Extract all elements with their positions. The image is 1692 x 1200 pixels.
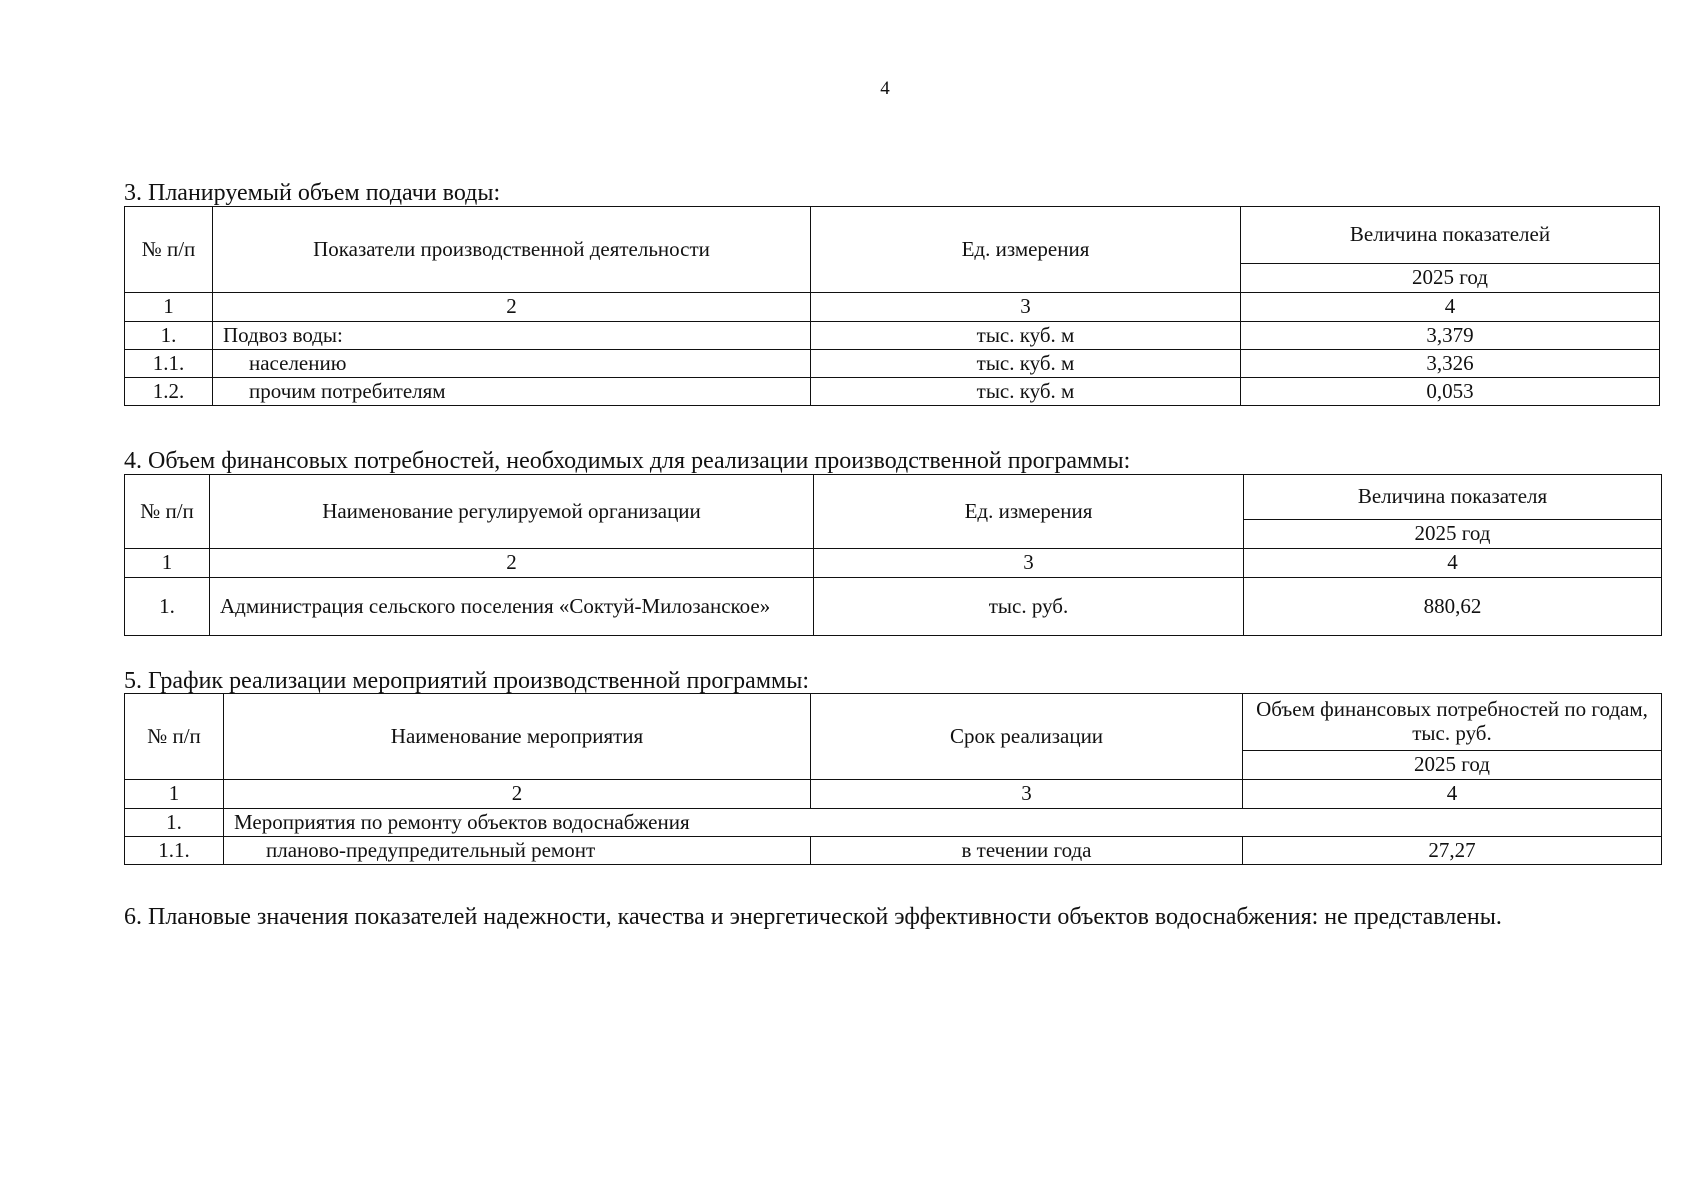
row-name: Администрация сельского поселения «Соктуй-Милозанское» [210, 578, 814, 636]
col-number: 1 [125, 549, 210, 578]
table-row [125, 837, 1662, 865]
header-event: Наименование мероприятия [224, 694, 811, 780]
table-row [125, 578, 1662, 636]
header-num: № п/п [125, 207, 213, 293]
col-number: 3 [811, 780, 1243, 809]
header-term: Срок реализации [811, 694, 1243, 780]
row-num: 1. [125, 809, 224, 837]
header-unit: Ед. измерения [814, 475, 1244, 549]
header-value: Объем финансовых потребностей по годам, тыс. руб. [1243, 694, 1662, 751]
row-name: Мероприятия по ремонту объектов водоснабжения [224, 809, 1662, 837]
row-name: прочим потребителям [213, 378, 811, 406]
table-row [125, 322, 1660, 350]
row-value: 3,379 [1241, 322, 1660, 350]
row-unit: тыс. куб. м [811, 322, 1241, 350]
row-value: 880,62 [1244, 578, 1662, 636]
row-num: 1.1. [125, 350, 213, 378]
col-number: 4 [1244, 549, 1662, 578]
page-number: 4 [880, 78, 890, 99]
row-name: населению [213, 350, 811, 378]
col-number: 2 [210, 549, 814, 578]
col-number: 4 [1241, 293, 1660, 322]
header-year: 2025 год [1243, 751, 1662, 780]
col-number: 4 [1243, 780, 1662, 809]
row-name: Подвоз воды: [213, 322, 811, 350]
row-num: 1.2. [125, 378, 213, 406]
header-org: Наименование регулируемой организации [210, 475, 814, 549]
col-number: 3 [811, 293, 1241, 322]
schedule-table [124, 693, 1662, 865]
row-unit: тыс. руб. [814, 578, 1244, 636]
header-value: Величина показателя [1244, 475, 1662, 520]
row-num: 1. [125, 578, 210, 636]
header-num: № п/п [125, 694, 224, 780]
table-row [125, 350, 1660, 378]
table-row [125, 378, 1660, 406]
col-number: 1 [125, 293, 213, 322]
col-number: 1 [125, 780, 224, 809]
header-unit: Ед. измерения [811, 207, 1241, 293]
section-6-paragraph: 6. Плановые значения показателей надежности, качества и энергетической эффективности объектов водоснабжения: не представлены. [124, 904, 1502, 930]
row-unit: тыс. куб. м [811, 350, 1241, 378]
section-4-heading: 4. Объем финансовых потребностей, необходимых для реализации производственной программы: [124, 448, 1131, 474]
row-num: 1. [125, 322, 213, 350]
row-term: в течении года [811, 837, 1243, 865]
col-number: 2 [213, 293, 811, 322]
financial-needs-table [124, 474, 1662, 636]
row-value: 3,326 [1241, 350, 1660, 378]
row-unit: тыс. куб. м [811, 378, 1241, 406]
row-num: 1.1. [125, 837, 224, 865]
row-value: 0,053 [1241, 378, 1660, 406]
header-value: Величина показателей [1241, 207, 1660, 264]
row-name: планово-предупредительный ремонт [224, 837, 811, 865]
water-supply-table [124, 206, 1660, 406]
header-indicator: Показатели производственной деятельности [213, 207, 811, 293]
col-number: 3 [814, 549, 1244, 578]
table-row [125, 809, 1662, 837]
header-num: № п/п [125, 475, 210, 549]
section-3-heading: 3. Планируемый объем подачи воды: [124, 180, 501, 206]
header-year: 2025 год [1241, 264, 1660, 293]
row-value: 27,27 [1243, 837, 1662, 865]
section-5-heading: 5. График реализации мероприятий производственной программы: [124, 668, 809, 694]
header-year: 2025 год [1244, 520, 1662, 549]
col-number: 2 [224, 780, 811, 809]
